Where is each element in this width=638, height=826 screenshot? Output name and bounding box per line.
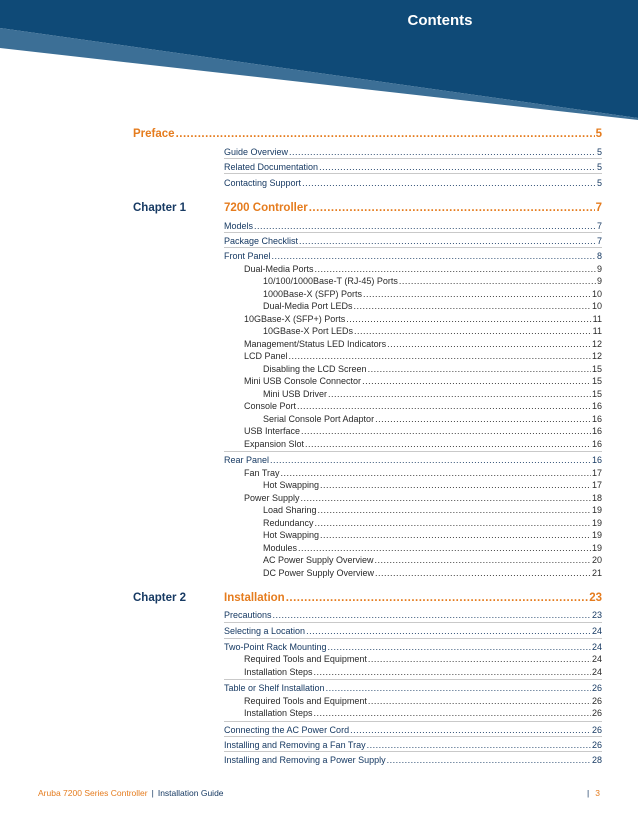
toc-entry-page: 19 <box>591 543 602 553</box>
toc-entry-page: 26 <box>591 708 602 718</box>
divider <box>224 751 602 752</box>
toc-entry-page: 12 <box>591 339 602 349</box>
toc-entry-title: Serial Console Port Adaptor <box>263 414 375 424</box>
toc-entry[interactable] <box>244 493 602 503</box>
toc-entry-title: 10GBase-X Port LEDs <box>263 326 354 336</box>
dot-leader <box>318 505 591 515</box>
toc-entry-page: 26 <box>591 725 602 735</box>
toc-entry[interactable] <box>263 326 602 336</box>
toc-entry[interactable] <box>263 301 602 311</box>
toc-entry-page: 12 <box>591 351 602 361</box>
dot-leader <box>286 592 589 604</box>
toc-entry-page: 5 <box>595 128 602 140</box>
toc-entry-title: DC Power Supply Overview <box>263 568 375 578</box>
toc-entry[interactable] <box>244 339 602 349</box>
footer-page-number <box>587 788 600 798</box>
toc-entry-page: 24 <box>591 667 602 677</box>
toc-entry-title: Models <box>224 221 254 231</box>
dot-leader <box>362 376 591 386</box>
divider <box>224 721 602 722</box>
page-footer <box>0 788 638 804</box>
toc-entry[interactable] <box>263 480 602 490</box>
toc-entry-title: Installation <box>224 592 285 604</box>
toc-entry-title: Selecting a Location <box>224 626 306 636</box>
toc-entry[interactable] <box>263 505 602 515</box>
dot-leader <box>363 289 591 299</box>
toc-entry-title: Installation Steps <box>244 667 313 677</box>
toc-entry[interactable] <box>224 626 602 636</box>
toc-entry-title: Redundancy <box>263 518 314 528</box>
chapter-label: Chapter 1 <box>133 202 187 214</box>
toc-entry-page: 16 <box>591 439 602 449</box>
toc-entry-title: Load Sharing <box>263 505 317 515</box>
toc-entry-title: Expansion Slot <box>244 439 305 449</box>
toc-entry-page: 19 <box>591 518 602 528</box>
page-number: 3 <box>595 788 600 798</box>
toc-entry[interactable] <box>263 530 602 540</box>
dot-leader <box>289 147 596 157</box>
footer-product: Aruba 7200 Series Controller <box>38 788 148 798</box>
dot-leader <box>354 326 592 336</box>
dot-leader <box>281 468 591 478</box>
toc-entry[interactable] <box>224 236 602 246</box>
dot-leader <box>315 518 591 528</box>
toc-entry-page: 15 <box>591 364 602 374</box>
footer-doc-info <box>38 788 224 798</box>
toc-entry[interactable] <box>263 276 602 286</box>
dot-leader <box>273 610 591 620</box>
toc-entry-page: 7 <box>596 221 602 231</box>
toc-entry[interactable] <box>244 696 602 706</box>
divider <box>224 736 602 737</box>
dot-leader <box>306 626 591 636</box>
toc-entry[interactable] <box>224 178 602 188</box>
toc-entry[interactable] <box>224 251 602 261</box>
toc-entry-page: 7 <box>595 202 602 214</box>
toc-entry-page: 24 <box>591 626 602 636</box>
toc-entry[interactable] <box>244 376 602 386</box>
toc-entry[interactable] <box>224 162 602 172</box>
toc-entry-page: 11 <box>592 326 602 336</box>
divider <box>224 158 602 159</box>
toc-entry-title: Table or Shelf Installation <box>224 683 325 693</box>
toc-entry[interactable] <box>224 455 602 465</box>
toc-entry-page: 9 <box>596 264 602 274</box>
toc-entry-title: Front Panel <box>224 251 271 261</box>
toc-entry-page: 26 <box>591 683 602 693</box>
dot-leader <box>319 162 596 172</box>
toc-entry-title: Required Tools and Equipment <box>244 696 367 706</box>
toc-entry-title: Package Checklist <box>224 236 299 246</box>
dot-leader <box>272 251 596 261</box>
toc-entry[interactable] <box>244 654 602 664</box>
toc-entry-page: 15 <box>591 389 602 399</box>
dot-leader <box>387 339 591 349</box>
toc-entry-title: Hot Swapping <box>263 480 320 490</box>
toc-entry-title: Dual-Media Port LEDs <box>263 301 353 311</box>
toc-entry-page: 5 <box>596 147 602 157</box>
toc-entry-title: Management/Status LED Indicators <box>244 339 387 349</box>
toc-entry-page: 10 <box>591 301 602 311</box>
toc-entry-title: Contacting Support <box>224 178 302 188</box>
toc-entry-title: Guide Overview <box>224 147 289 157</box>
toc-entry-title: Hot Swapping <box>263 530 320 540</box>
toc-entry[interactable] <box>263 568 602 578</box>
toc-entry-title: Precautions <box>224 610 272 620</box>
dot-leader <box>270 455 591 465</box>
dot-leader <box>350 725 591 735</box>
toc-entry-page: 11 <box>592 314 602 324</box>
toc-entry-title: Installing and Removing a Fan Tray <box>224 740 366 750</box>
dot-leader <box>299 236 596 246</box>
toc-entry[interactable] <box>244 667 602 677</box>
toc-entry[interactable] <box>263 389 602 399</box>
toc-chapter[interactable] <box>224 592 602 604</box>
toc-entry[interactable] <box>263 555 602 565</box>
toc-entry-title: 7200 Controller <box>224 202 308 214</box>
dot-leader <box>399 276 596 286</box>
toc-entry-title: Modules <box>263 543 298 553</box>
dot-leader <box>320 530 591 540</box>
divider <box>224 679 602 680</box>
toc-entry[interactable] <box>224 725 602 735</box>
divider <box>224 173 602 174</box>
divider <box>224 622 602 623</box>
toc-entry[interactable] <box>263 543 602 553</box>
toc-entry[interactable] <box>263 289 602 299</box>
toc-entry-title: 1000Base-X (SFP) Ports <box>263 289 363 299</box>
toc-entry[interactable] <box>244 264 602 274</box>
toc-entry-page: 28 <box>591 755 602 765</box>
toc-entry[interactable] <box>224 642 602 652</box>
toc-entry-title: Connecting the AC Power Cord <box>224 725 350 735</box>
dot-leader <box>305 439 591 449</box>
toc-entry-page: 10 <box>591 289 602 299</box>
toc-entry[interactable] <box>224 755 602 765</box>
dot-leader <box>297 401 591 411</box>
toc-entry[interactable] <box>244 708 602 718</box>
toc-entry-page: 15 <box>591 376 602 386</box>
footer-separator: | <box>151 788 154 798</box>
toc-entry-page: 9 <box>596 276 602 286</box>
toc-entry-page: 5 <box>596 162 602 172</box>
toc-entry-page: 17 <box>591 468 602 478</box>
toc-entry-title: Rear Panel <box>224 455 270 465</box>
toc-entry-page: 23 <box>589 592 602 604</box>
dot-leader <box>387 755 591 765</box>
dot-leader <box>375 568 591 578</box>
toc-entry-title: LCD Panel <box>244 351 288 361</box>
dot-leader <box>298 543 591 553</box>
toc-entry[interactable] <box>263 364 602 374</box>
toc-entry-page: 5 <box>596 178 602 188</box>
divider <box>224 247 602 248</box>
page-title: Contents <box>407 12 473 29</box>
chapter-label: Chapter 2 <box>133 592 187 604</box>
dot-leader <box>309 202 595 214</box>
toc-preface[interactable] <box>133 128 602 140</box>
toc-entry-page: 16 <box>591 414 602 424</box>
toc-entry[interactable] <box>224 221 602 231</box>
toc-chapter[interactable] <box>224 202 602 214</box>
toc-entry-page: 24 <box>591 654 602 664</box>
toc-entry-title: Mini USB Console Connector <box>244 376 362 386</box>
toc-entry[interactable] <box>244 314 602 324</box>
toc-entry[interactable] <box>244 351 602 361</box>
toc-entry-title: Console Port <box>244 401 297 411</box>
dot-leader <box>315 264 596 274</box>
dot-leader <box>289 351 591 361</box>
toc-entry-title: Power Supply <box>244 493 300 503</box>
dot-leader <box>368 364 591 374</box>
toc-entry-page: 18 <box>591 493 602 503</box>
dot-leader <box>302 178 596 188</box>
dot-leader <box>328 642 591 652</box>
toc-entry-title: Related Documentation <box>224 162 319 172</box>
divider <box>224 451 602 452</box>
toc-entry-title: Mini USB Driver <box>263 389 328 399</box>
dot-leader <box>301 426 591 436</box>
dot-leader <box>326 683 591 693</box>
divider <box>224 638 602 639</box>
dot-leader <box>346 314 591 324</box>
toc-entry[interactable] <box>224 147 602 157</box>
toc-entry-title: Installation Steps <box>244 708 313 718</box>
toc-entry-page: 24 <box>591 642 602 652</box>
toc-entry-page: 16 <box>591 426 602 436</box>
dot-leader <box>176 128 595 140</box>
footer-guide-name: Installation Guide <box>157 788 224 798</box>
dot-leader <box>314 667 591 677</box>
toc-entry[interactable] <box>263 414 602 424</box>
dot-leader <box>314 708 591 718</box>
dot-leader <box>368 696 591 706</box>
toc-entry-page: 7 <box>596 236 602 246</box>
dot-leader <box>320 480 591 490</box>
toc-entry[interactable] <box>244 426 602 436</box>
toc-entry-page: 26 <box>591 696 602 706</box>
toc-entry[interactable] <box>263 518 602 528</box>
toc-entry[interactable] <box>224 740 602 750</box>
toc-entry-title: Installing and Removing a Power Supply <box>224 755 386 765</box>
toc-entry-title: 10/100/1000Base-T (RJ-45) Ports <box>263 276 398 286</box>
toc-entry[interactable] <box>224 610 602 620</box>
toc-entry-title: Required Tools and Equipment <box>244 654 367 664</box>
footer-page-separator: | <box>587 788 590 798</box>
toc-entry[interactable] <box>244 468 602 478</box>
dot-leader <box>254 221 596 231</box>
toc-entry-page: 19 <box>591 530 602 540</box>
toc-entry-page: 20 <box>591 555 602 565</box>
dot-leader <box>375 555 591 565</box>
toc-entry-title: Two-Point Rack Mounting <box>224 642 327 652</box>
toc-entry-title: Preface <box>133 128 175 140</box>
toc-entry-title: Fan Tray <box>244 468 280 478</box>
dot-leader <box>301 493 591 503</box>
toc-entry-page: 19 <box>591 505 602 515</box>
dot-leader <box>375 414 591 424</box>
dot-leader <box>354 301 591 311</box>
toc-entry[interactable] <box>244 439 602 449</box>
toc-entry-page: 16 <box>591 455 602 465</box>
toc-entry-title: USB Interface <box>244 426 301 436</box>
divider <box>224 232 602 233</box>
toc-entry-page: 26 <box>591 740 602 750</box>
toc-entry[interactable] <box>224 683 602 693</box>
toc-entry-page: 23 <box>591 610 602 620</box>
toc-entry-title: 10GBase-X (SFP+) Ports <box>244 314 346 324</box>
toc-entry-title: Disabling the LCD Screen <box>263 364 367 374</box>
toc-entry-page: 16 <box>591 401 602 411</box>
toc-entry-page: 21 <box>591 568 602 578</box>
dot-leader <box>328 389 591 399</box>
toc-entry-title: Dual-Media Ports <box>244 264 314 274</box>
dot-leader <box>367 740 591 750</box>
toc-entry-page: 8 <box>596 251 602 261</box>
toc-entry[interactable] <box>244 401 602 411</box>
toc-entry-title: AC Power Supply Overview <box>263 555 374 565</box>
toc-entry-page: 17 <box>591 480 602 490</box>
dot-leader <box>368 654 591 664</box>
